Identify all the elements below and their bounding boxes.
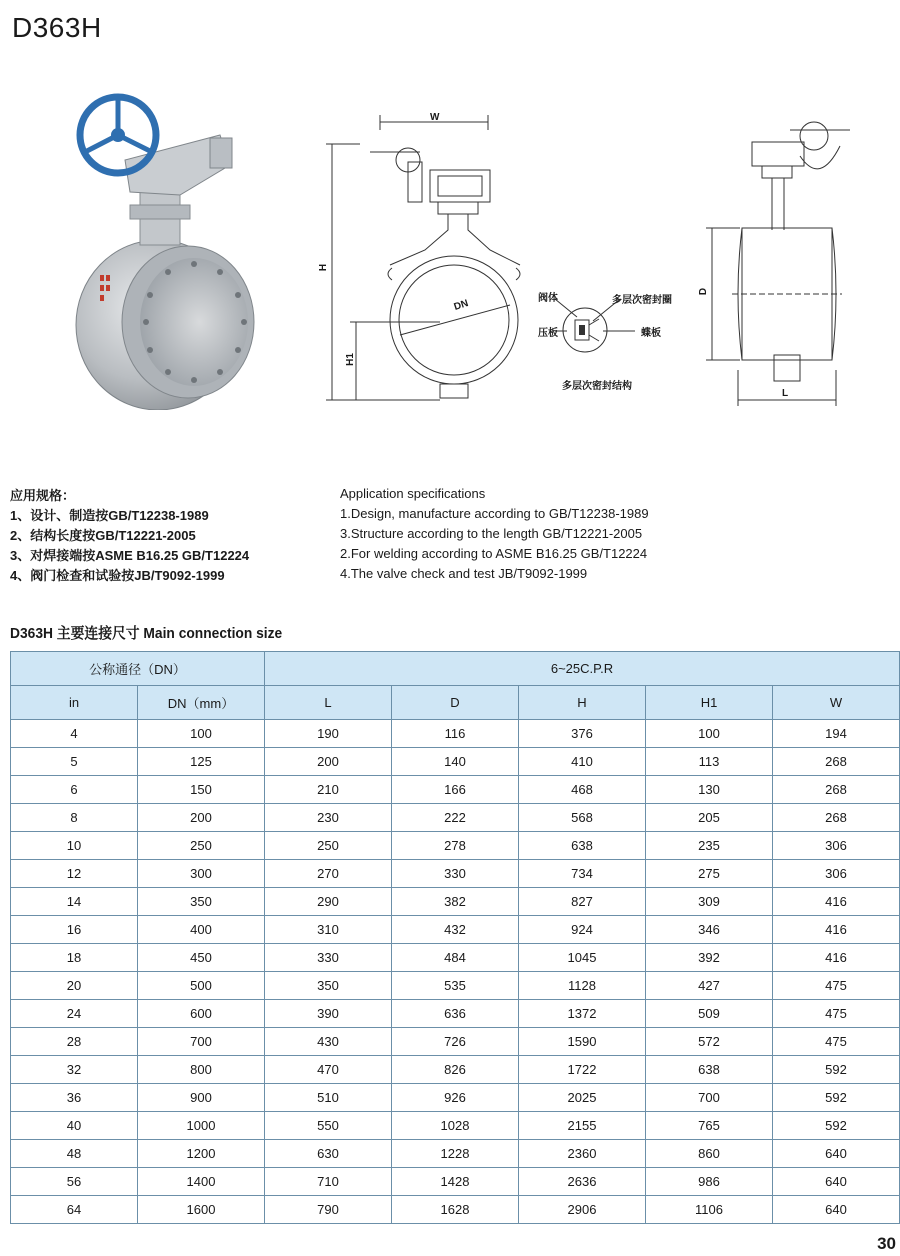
table-row	[11, 972, 900, 1000]
table-cell: 640	[773, 1140, 900, 1168]
table-cell: 28	[11, 1028, 138, 1056]
table-cell: 572	[646, 1028, 773, 1056]
specs-cn-item: 3、对焊接端按ASME B16.25 GB/T12224	[10, 548, 250, 563]
table-cell: 14	[11, 888, 138, 916]
table-cell: 16	[11, 916, 138, 944]
table-title: D363H 主要连接尺寸 Main connection size	[10, 625, 283, 642]
table-cell: 6	[11, 776, 138, 804]
table-cell: 765	[646, 1112, 773, 1140]
table-cell: 10	[11, 832, 138, 860]
table-cell: 550	[265, 1112, 392, 1140]
table-cell: 330	[392, 860, 519, 888]
table-row	[11, 720, 900, 748]
page-title: D363H	[12, 12, 102, 43]
table-row	[11, 1196, 900, 1224]
column-header: H	[519, 686, 646, 720]
table-cell: 500	[138, 972, 265, 1000]
table-cell: 410	[519, 748, 646, 776]
table-cell: 924	[519, 916, 646, 944]
table-cell: 1228	[392, 1140, 519, 1168]
specs-en-item: 4.The valve check and test JB/T9092-1999	[340, 566, 588, 581]
column-header: L	[265, 686, 392, 720]
table-row	[11, 1000, 900, 1028]
specs-chinese	[10, 486, 249, 586]
table-cell: 1000	[138, 1112, 265, 1140]
table-cell: 416	[773, 916, 900, 944]
table-cell: 427	[646, 972, 773, 1000]
table-cell: 250	[265, 832, 392, 860]
side-view-drawing	[690, 100, 870, 410]
table-cell: 475	[773, 972, 900, 1000]
table-cell: 1128	[519, 972, 646, 1000]
table-cell: 100	[646, 720, 773, 748]
table-cell: 113	[646, 748, 773, 776]
table-cell: 268	[773, 804, 900, 832]
table-cell: 636	[392, 1000, 519, 1028]
column-header: D	[392, 686, 519, 720]
dim-dn-label: DN	[452, 298, 470, 313]
table-cell: 18	[11, 944, 138, 972]
table-cell: 1428	[392, 1168, 519, 1196]
table-cell: 1200	[138, 1140, 265, 1168]
column-header: in	[11, 686, 138, 720]
column-header: DN（mm）	[138, 686, 265, 720]
table-cell: 726	[392, 1028, 519, 1056]
table-cell: 592	[773, 1056, 900, 1084]
table-cell: 290	[265, 888, 392, 916]
table-row	[11, 1140, 900, 1168]
table-cell: 640	[773, 1196, 900, 1224]
table-cell: 926	[392, 1084, 519, 1112]
seal-label-body: 阀体	[538, 293, 558, 304]
table-cell: 392	[646, 944, 773, 972]
table-cell: 630	[265, 1140, 392, 1168]
table-cell: 268	[773, 748, 900, 776]
table-cell: 5	[11, 748, 138, 776]
table-cell: 1045	[519, 944, 646, 972]
group-header-nominal: 公称通径（DN）	[11, 652, 265, 686]
seal-label-structure: 多层次密封结构	[562, 381, 632, 392]
table-cell: 510	[265, 1084, 392, 1112]
table-cell: 24	[11, 1000, 138, 1028]
table-cell: 200	[138, 804, 265, 832]
specs-en-item: 3.Structure according to the length GB/T12221-2005	[340, 526, 643, 541]
table-cell: 278	[392, 832, 519, 860]
table-cell: 509	[646, 1000, 773, 1028]
specs-en-item: 1.Design, manufacture according to GB/T12238-1989	[340, 506, 649, 521]
table-cell: 416	[773, 888, 900, 916]
table-cell: 8	[11, 804, 138, 832]
table-cell: 470	[265, 1056, 392, 1084]
table-cell: 230	[265, 804, 392, 832]
table-cell: 268	[773, 776, 900, 804]
seal-label-disc: 蝶板	[641, 328, 661, 339]
table-cell: 309	[646, 888, 773, 916]
table-cell: 1590	[519, 1028, 646, 1056]
table-cell: 275	[646, 860, 773, 888]
table-cell: 640	[773, 1168, 900, 1196]
specs-cn-item: 1、设计、制造按GB/T12238-1989	[10, 508, 209, 523]
table-cell: 1628	[392, 1196, 519, 1224]
table-cell: 222	[392, 804, 519, 832]
table-cell: 4	[11, 720, 138, 748]
table-cell: 432	[392, 916, 519, 944]
table-cell: 900	[138, 1084, 265, 1112]
table-cell: 306	[773, 860, 900, 888]
table-cell: 1106	[646, 1196, 773, 1224]
column-header: H1	[646, 686, 773, 720]
seal-label-ring: 多层次密封圈	[612, 295, 672, 306]
table-cell: 382	[392, 888, 519, 916]
table-row	[11, 832, 900, 860]
table-cell: 700	[138, 1028, 265, 1056]
table-cell: 210	[265, 776, 392, 804]
table-cell: 638	[519, 832, 646, 860]
table-cell: 235	[646, 832, 773, 860]
table-cell: 475	[773, 1000, 900, 1028]
specs-cn-item: 4、阀门检查和试验按JB/T9092-1999	[10, 568, 225, 583]
table-cell: 430	[265, 1028, 392, 1056]
table-cell: 734	[519, 860, 646, 888]
table-row	[11, 860, 900, 888]
table-row	[11, 944, 900, 972]
table-cell: 200	[265, 748, 392, 776]
table-cell: 125	[138, 748, 265, 776]
specs-en-item: 2.For welding according to ASME B16.25 GB/T12224	[340, 546, 648, 561]
table-cell: 48	[11, 1140, 138, 1168]
table-cell: 300	[138, 860, 265, 888]
table-cell: 468	[519, 776, 646, 804]
table-cell: 1028	[392, 1112, 519, 1140]
table-cell: 450	[138, 944, 265, 972]
table-cell: 190	[265, 720, 392, 748]
table-cell: 826	[392, 1056, 519, 1084]
table-cell: 32	[11, 1056, 138, 1084]
table-cell: 2155	[519, 1112, 646, 1140]
dimension-table	[10, 651, 900, 1224]
table-row	[11, 916, 900, 944]
specs-en-heading: Application specifications	[340, 486, 486, 501]
table-cell: 56	[11, 1168, 138, 1196]
table-cell: 116	[392, 720, 519, 748]
table-cell: 310	[265, 916, 392, 944]
dim-l-label: L	[782, 388, 789, 399]
table-cell: 330	[265, 944, 392, 972]
table-row	[11, 1084, 900, 1112]
table-cell: 36	[11, 1084, 138, 1112]
specs-cn-item: 2、结构长度按GB/T12221-2005	[10, 528, 196, 543]
table-cell: 346	[646, 916, 773, 944]
table-cell: 205	[646, 804, 773, 832]
table-cell: 535	[392, 972, 519, 1000]
table-cell: 150	[138, 776, 265, 804]
table-row	[11, 1028, 900, 1056]
dim-w-label: W	[430, 112, 440, 123]
table-cell: 790	[265, 1196, 392, 1224]
table-cell: 2360	[519, 1140, 646, 1168]
table-cell: 130	[646, 776, 773, 804]
table-cell: 1400	[138, 1168, 265, 1196]
table-cell: 592	[773, 1112, 900, 1140]
table-cell: 390	[265, 1000, 392, 1028]
table-cell: 270	[265, 860, 392, 888]
table-cell: 166	[392, 776, 519, 804]
table-row	[11, 748, 900, 776]
table-row	[11, 804, 900, 832]
table-cell: 40	[11, 1112, 138, 1140]
table-row	[11, 1112, 900, 1140]
seal-label-plate: 压板	[538, 328, 558, 339]
table-cell: 700	[646, 1084, 773, 1112]
table-cell: 194	[773, 720, 900, 748]
table-cell: 592	[773, 1084, 900, 1112]
table-cell: 350	[265, 972, 392, 1000]
table-cell: 416	[773, 944, 900, 972]
dim-d-label: D	[698, 287, 710, 296]
table-cell: 350	[138, 888, 265, 916]
table-row	[11, 776, 900, 804]
valve-photo	[70, 80, 270, 410]
table-row	[11, 888, 900, 916]
table-cell: 638	[646, 1056, 773, 1084]
table-cell: 20	[11, 972, 138, 1000]
table-cell: 400	[138, 916, 265, 944]
table-cell: 64	[11, 1196, 138, 1224]
table-cell: 475	[773, 1028, 900, 1056]
table-cell: 376	[519, 720, 646, 748]
column-header: W	[773, 686, 900, 720]
table-cell: 986	[646, 1168, 773, 1196]
table-cell: 800	[138, 1056, 265, 1084]
table-cell: 12	[11, 860, 138, 888]
table-cell: 1600	[138, 1196, 265, 1224]
group-header-class: 6~25C.P.R	[265, 652, 900, 686]
table-cell: 710	[265, 1168, 392, 1196]
table-cell: 306	[773, 832, 900, 860]
table-cell: 100	[138, 720, 265, 748]
table-cell: 2906	[519, 1196, 646, 1224]
table-cell: 2025	[519, 1084, 646, 1112]
table-row	[11, 1056, 900, 1084]
specs-english	[340, 484, 649, 584]
table-cell: 140	[392, 748, 519, 776]
table-row	[11, 1168, 900, 1196]
table-cell: 484	[392, 944, 519, 972]
specs-cn-heading: 应用规格：	[10, 488, 76, 503]
table-cell: 568	[519, 804, 646, 832]
table-cell: 600	[138, 1000, 265, 1028]
dim-h-label: H	[318, 263, 330, 272]
dim-h1-label: H1	[344, 353, 356, 366]
table-cell: 1722	[519, 1056, 646, 1084]
table-cell: 827	[519, 888, 646, 916]
table-cell: 250	[138, 832, 265, 860]
page-number: 30	[877, 1234, 896, 1253]
table-cell: 860	[646, 1140, 773, 1168]
table-cell: 1372	[519, 1000, 646, 1028]
table-cell: 2636	[519, 1168, 646, 1196]
